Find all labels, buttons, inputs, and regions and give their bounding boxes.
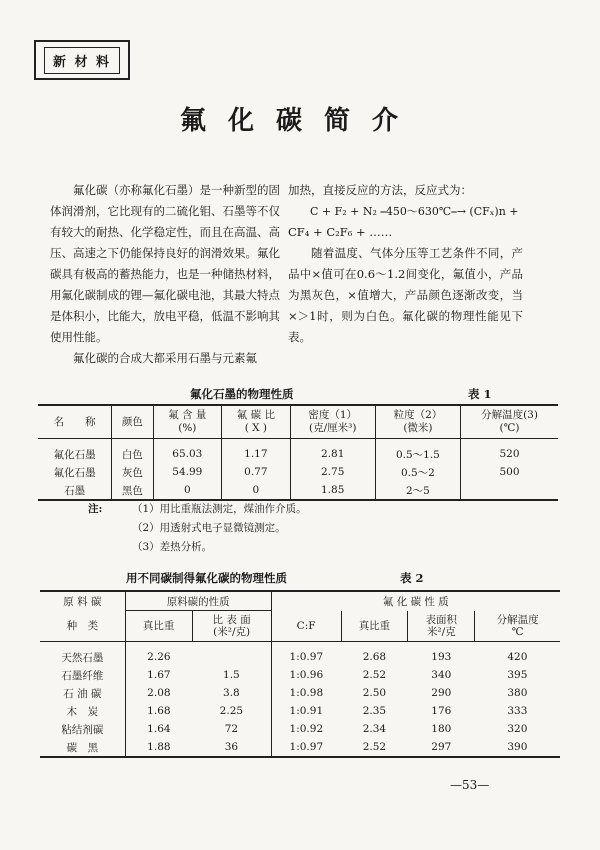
table2-cell: 320 bbox=[507, 723, 528, 735]
table2 bbox=[40, 590, 560, 758]
table2-cell: 2.52 bbox=[362, 669, 387, 681]
table1-row bbox=[38, 481, 558, 500]
table1-cell: 1.17 bbox=[222, 439, 291, 464]
table1-cell: 1.85 bbox=[290, 481, 375, 500]
table1-row bbox=[38, 463, 558, 481]
table2-cell: 380 bbox=[507, 687, 528, 699]
paragraph: 加热，直接反应的方法，反应式为： bbox=[288, 183, 472, 197]
table1-cell: 2～5 bbox=[375, 481, 460, 500]
table2-cell: 2.35 bbox=[362, 705, 387, 717]
table1-cell: 灰色 bbox=[112, 463, 153, 481]
table2-cell: 碳 黑 bbox=[66, 741, 99, 754]
table2-cell: 2.26 bbox=[125, 642, 192, 667]
table2-cell: 3.8 bbox=[223, 687, 240, 699]
table2-cell: 2.25 bbox=[219, 705, 244, 717]
table2-cell: 1:0.96 bbox=[271, 666, 341, 684]
table1-cell bbox=[461, 481, 558, 500]
table1-cell: 54.99 bbox=[153, 463, 222, 481]
table1-number: 表 1 bbox=[468, 387, 492, 401]
table2-cell: 1.64 bbox=[125, 720, 192, 738]
table2-cell: 2.08 bbox=[125, 684, 192, 702]
table2-header-cell: 比 表 面 (米²/克) bbox=[192, 611, 271, 642]
table2-cell: 粘结剂碳 bbox=[61, 723, 104, 736]
table1-header-cell: 氟 碳 比 ( X ) bbox=[222, 405, 291, 439]
table2-cell: 石墨纤维 bbox=[61, 669, 104, 682]
table1-header-cell: 名 称 bbox=[38, 405, 112, 439]
table2-cell: 1:0.97 bbox=[271, 642, 341, 667]
table1-cell: 520 bbox=[461, 439, 558, 464]
table2-group-header: 氟 化 碳 性 质 bbox=[271, 591, 560, 611]
table2-cell: 176 bbox=[431, 705, 452, 717]
note-item: （1）用比重瓶法测定，煤油作介质。 bbox=[132, 503, 307, 515]
table1-title: 氟化石墨的物理性质 bbox=[190, 387, 294, 401]
table1-header-cell: 分解温度(3) (℃) bbox=[461, 405, 558, 439]
table1-cell: 0 bbox=[222, 481, 291, 500]
table2-header-cell: 种 类 bbox=[40, 611, 125, 642]
table2-cell: 420 bbox=[507, 651, 528, 663]
table2-cell: 1:0.91 bbox=[271, 702, 341, 720]
table2-title: 用不同碳制得氟化碳的物理性质 bbox=[126, 571, 287, 585]
table2-cell: 290 bbox=[431, 687, 452, 699]
table2-cell: 193 bbox=[431, 651, 452, 663]
table2-row bbox=[40, 702, 560, 720]
table2-row bbox=[40, 720, 560, 738]
table2-row bbox=[40, 666, 560, 684]
table1-header-cell: 颜色 bbox=[112, 405, 153, 439]
table2-cell: 2.50 bbox=[362, 687, 387, 699]
table1 bbox=[38, 404, 558, 501]
table2-cell: 天然石墨 bbox=[61, 651, 104, 664]
table2-cell: 395 bbox=[507, 669, 528, 681]
page-number: —53— bbox=[450, 778, 490, 792]
table2-cell: 石 油 碳 bbox=[63, 687, 102, 700]
table2-cell: 1:0.98 bbox=[271, 684, 341, 702]
table1-cell: 2.75 bbox=[290, 463, 375, 481]
table1-header-cell: 粒度（2） (微米) bbox=[375, 405, 460, 439]
equation-line: C + F₂ + N₂ ⎯450～630℃⎯→ (CFₓ)n + bbox=[310, 205, 519, 218]
table2-row bbox=[40, 738, 560, 757]
table1-cell: 65.03 bbox=[153, 439, 222, 464]
paragraph: 氟化碳（亦称氟化石墨）是一种新型的固体润滑剂，它比现有的二硫化钼、石墨等不仅有较大的耐热、化学稳定性，而且在高温、高压、高速之下仍能保持良好的润滑效果。氟化碳具有极高的蓄热能力，也是一种储热材料，用氟化碳制成的锂—氟化碳电池，其最大特点是体积小，比能大，放电平稳，低温不影响其使用性能。 bbox=[50, 183, 280, 344]
table2-row bbox=[40, 684, 560, 702]
table1-notes bbox=[88, 500, 307, 557]
table2-group-header-row bbox=[40, 591, 560, 611]
table2-cell: 333 bbox=[507, 705, 528, 717]
table2-cell: 1:0.97 bbox=[271, 738, 341, 757]
table2-cell: 297 bbox=[431, 741, 452, 753]
table2-group-header: 原料碳的性质 bbox=[125, 591, 271, 611]
table1-cell: 0 bbox=[153, 481, 222, 500]
table1-cell: 0.77 bbox=[222, 463, 291, 481]
section-tag-label: 新 材 料 bbox=[44, 47, 120, 74]
table1-cell: 氟化石墨 bbox=[53, 448, 96, 461]
note-item: （3）差热分析。 bbox=[132, 541, 213, 553]
paragraph: 氟化碳的合成大都采用石墨与元素氟 bbox=[73, 351, 257, 365]
equation-line: CF₄ + C₂F₆ + …… bbox=[288, 225, 393, 239]
table2-cell: 340 bbox=[431, 669, 452, 681]
table1-cell: 白色 bbox=[112, 439, 153, 464]
table2-cell: 36 bbox=[224, 741, 239, 753]
paragraph: 随着温度、气体分压等工艺条件不同，产品中×值可在0.6～1.2间变化，氟值小，产品为黑灰色，×值增大，产品颜色逐渐改变，当×＞1时，则为白色。氟化碳的物理性能见下表。 bbox=[288, 246, 523, 344]
table2-cell: 1.88 bbox=[125, 738, 192, 757]
table2-header-cell: 真比重 bbox=[341, 611, 408, 642]
table2-header-cell: 分解温度 ℃ bbox=[475, 611, 560, 642]
note-item: （2）用透射式电子显微镜测定。 bbox=[132, 522, 286, 534]
table2-cell: 2.68 bbox=[362, 651, 387, 663]
section-tag bbox=[34, 40, 130, 80]
table2-group-header: 原 料 碳 bbox=[63, 595, 102, 608]
table1-cell: 石墨 bbox=[64, 484, 86, 497]
table2-header-cell: C:F bbox=[271, 611, 341, 642]
notes-label: 注: bbox=[88, 503, 103, 515]
table1-header-row bbox=[38, 405, 558, 439]
table2-subheader-row bbox=[40, 611, 560, 642]
table2-cell: 1.5 bbox=[223, 669, 240, 681]
table1-cell: 黑色 bbox=[112, 481, 153, 500]
table2-cell: 390 bbox=[507, 741, 528, 753]
table2-number: 表 2 bbox=[400, 571, 424, 585]
table2-cell: 木 炭 bbox=[66, 705, 99, 718]
table2-header-cell: 真比重 bbox=[125, 611, 192, 642]
table1-header-cell: 密度（1） (克/厘米³) bbox=[290, 405, 375, 439]
table1-cell: 0.5～1.5 bbox=[375, 439, 460, 464]
table2-cell: 1:0.92 bbox=[271, 720, 341, 738]
table1-header-cell: 氟 含 量 (%) bbox=[153, 405, 222, 439]
table1-cell: 500 bbox=[461, 463, 558, 481]
table1-cell: 氟化石墨 bbox=[53, 466, 96, 479]
table1-row bbox=[38, 439, 558, 464]
table2-cell: 180 bbox=[431, 723, 452, 735]
table2-header-cell: 表面积 米²/克 bbox=[408, 611, 475, 642]
table1-cell: 0.5～2 bbox=[375, 463, 460, 481]
table2-cell bbox=[192, 642, 271, 667]
table2-cell: 1.68 bbox=[125, 702, 192, 720]
body-column-left bbox=[50, 180, 280, 369]
body-column-right bbox=[288, 180, 523, 348]
table2-cell: 1.67 bbox=[125, 666, 192, 684]
table2-cell: 72 bbox=[224, 723, 239, 735]
article-title: 氟化碳简介 bbox=[179, 106, 420, 136]
table2-row bbox=[40, 642, 560, 667]
table1-cell: 2.81 bbox=[290, 439, 375, 464]
table2-cell: 2.34 bbox=[362, 723, 387, 735]
table2-cell: 2.52 bbox=[362, 741, 387, 753]
